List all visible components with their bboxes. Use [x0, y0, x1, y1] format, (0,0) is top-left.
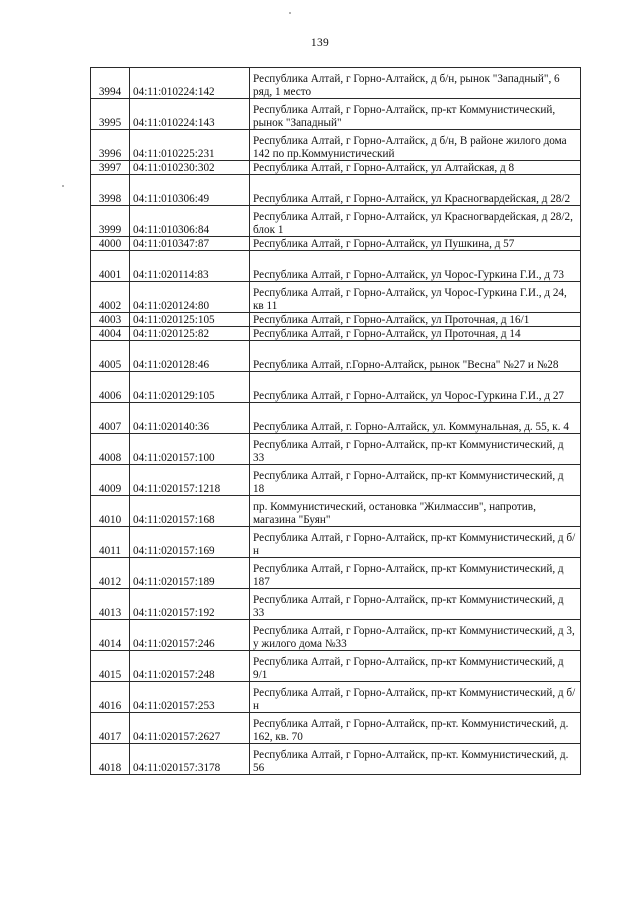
row-number: 3997 [91, 161, 130, 175]
address: Республика Алтай, г Горно-Алтайск, пр-кт Коммунистический, д б/н [250, 682, 581, 713]
table-row [91, 68, 581, 99]
table-row [91, 465, 581, 496]
address: Республика Алтай, г Горно-Алтайск, ул Красногвардейская, д 28/2 [250, 175, 581, 206]
table-row [91, 434, 581, 465]
row-number: 3998 [91, 175, 130, 206]
cadastral-number: 04:11:010347:87 [130, 237, 250, 251]
table-row [91, 161, 581, 175]
row-number: 4000 [91, 237, 130, 251]
address: Республика Алтай, г Горно-Алтайск, пр-кт. Коммунистический, д. 162, кв. 70 [250, 713, 581, 744]
address: Республика Алтай, г Горно-Алтайск, д б/н, рынок "Западный", 6 ряд, 1 место [250, 68, 581, 99]
row-number: 4011 [91, 527, 130, 558]
cadastral-number: 04:11:020157:248 [130, 651, 250, 682]
row-number: 4004 [91, 327, 130, 341]
cadastral-number: 04:11:010230:302 [130, 161, 250, 175]
cadastral-number: 04:11:020157:100 [130, 434, 250, 465]
row-number: 4016 [91, 682, 130, 713]
table-row [91, 206, 581, 237]
cadastral-number: 04:11:020125:105 [130, 313, 250, 327]
row-number: 4005 [91, 341, 130, 372]
cadastral-number: 04:11:020157:246 [130, 620, 250, 651]
cadastral-number: 04:11:020157:3178 [130, 744, 250, 775]
address: Республика Алтай, г Горно-Алтайск, пр-кт Коммунистический, д 18 [250, 465, 581, 496]
cadastral-number: 04:11:020128:46 [130, 341, 250, 372]
table-row [91, 313, 581, 327]
table-row [91, 327, 581, 341]
address: Республика Алтай, г Горно-Алтайск, ул Пушкина, д 57 [250, 237, 581, 251]
table-row [91, 744, 581, 775]
table-row [91, 558, 581, 589]
address: Республика Алтай, г Горно-Алтайск, пр-кт. Коммунистический, д. 56 [250, 744, 581, 775]
cadastral-number: 04:11:010225:231 [130, 130, 250, 161]
cadastral-number: 04:11:020125:82 [130, 327, 250, 341]
row-number: 4003 [91, 313, 130, 327]
table-row [91, 341, 581, 372]
address: Республика Алтай, г Горно-Алтайск, ул Проточная, д 16/1 [250, 313, 581, 327]
cadastral-number: 04:11:020124:80 [130, 282, 250, 313]
scan-speck [62, 185, 64, 187]
cadastral-number: 04:11:020157:169 [130, 527, 250, 558]
table-row [91, 651, 581, 682]
table-row [91, 620, 581, 651]
cadastral-number: 04:11:020140:36 [130, 403, 250, 434]
cadastral-number: 04:11:010306:84 [130, 206, 250, 237]
row-number: 4009 [91, 465, 130, 496]
table-row [91, 99, 581, 130]
row-number: 4006 [91, 372, 130, 403]
table-row [91, 237, 581, 251]
cadastral-number: 04:11:010306:49 [130, 175, 250, 206]
address: Республика Алтай, г Горно-Алтайск, пр-кт Коммунистический, д 187 [250, 558, 581, 589]
row-number: 4013 [91, 589, 130, 620]
table-row [91, 372, 581, 403]
address: Республика Алтай, г Горно-Алтайск, пр-кт Коммунистический, д 9/1 [250, 651, 581, 682]
address: Республика Алтай, г Горно-Алтайск, пр-кт Коммунистический, рынок "Западный" [250, 99, 581, 130]
address: Республика Алтай, г. Горно-Алтайск, ул. Коммунальная, д. 55, к. 4 [250, 403, 581, 434]
address: Республика Алтай, г Горно-Алтайск, ул Проточная, д 14 [250, 327, 581, 341]
cadastral-number: 04:11:020157:168 [130, 496, 250, 527]
table-row [91, 527, 581, 558]
row-number: 4012 [91, 558, 130, 589]
table-row [91, 130, 581, 161]
row-number: 4007 [91, 403, 130, 434]
cadastral-number: 04:11:020157:1218 [130, 465, 250, 496]
address: Республика Алтай, г Горно-Алтайск, пр-кт Коммунистический, д 33 [250, 434, 581, 465]
address: Республика Алтай, г Горно-Алтайск, пр-кт Коммунистический, д 3, у жилого дома №33 [250, 620, 581, 651]
address: Республика Алтай, г Горно-Алтайск, пр-кт Коммунистический, д 33 [250, 589, 581, 620]
row-number: 4008 [91, 434, 130, 465]
page-number: 139 [310, 37, 330, 49]
table-row [91, 175, 581, 206]
cadastral-number: 04:11:020157:189 [130, 558, 250, 589]
address: пр. Коммунистический, остановка "Жилмассив", напротив, магазина "Буян" [250, 496, 581, 527]
address: Республика Алтай, г Горно-Алтайск, пр-кт Коммунистический, д б/н [250, 527, 581, 558]
scan-speck [289, 12, 291, 14]
cadastral-number: 04:11:010224:142 [130, 68, 250, 99]
address: Республика Алтай, г Горно-Алтайск, ул Алтайская, д 8 [250, 161, 581, 175]
row-number: 3994 [91, 68, 130, 99]
table-row [91, 713, 581, 744]
table-row [91, 403, 581, 434]
row-number: 4018 [91, 744, 130, 775]
cadastral-number: 04:11:020157:192 [130, 589, 250, 620]
address: Республика Алтай, г Горно-Алтайск, д б/н, В районе жилого дома 142 по пр.Коммунистический [250, 130, 581, 161]
address: Республика Алтай, г Горно-Алтайск, ул Чорос-Гуркина Г.И., д 24, кв 11 [250, 282, 581, 313]
address: Республика Алтай, г Горно-Алтайск, ул Чорос-Гуркина Г.И., д 27 [250, 372, 581, 403]
row-number: 4017 [91, 713, 130, 744]
table-row [91, 251, 581, 282]
row-number: 3996 [91, 130, 130, 161]
row-number: 4010 [91, 496, 130, 527]
row-number: 4002 [91, 282, 130, 313]
cadastral-number: 04:11:020114:83 [130, 251, 250, 282]
table-body [91, 68, 581, 775]
cadastral-number: 04:11:020129:105 [130, 372, 250, 403]
table-row [91, 496, 581, 527]
cadastral-number: 04:11:010224:143 [130, 99, 250, 130]
address: Республика Алтай, г Горно-Алтайск, ул Чорос-Гуркина Г.И., д 73 [250, 251, 581, 282]
row-number: 4014 [91, 620, 130, 651]
cadastral-number: 04:11:020157:2627 [130, 713, 250, 744]
address: Республика Алтай, г.Горно-Алтайск, рынок "Весна" №27 и №28 [250, 341, 581, 372]
row-number: 4015 [91, 651, 130, 682]
row-number: 3995 [91, 99, 130, 130]
row-number: 3999 [91, 206, 130, 237]
table-row [91, 589, 581, 620]
cadastral-number: 04:11:020157:253 [130, 682, 250, 713]
table-row [91, 682, 581, 713]
address: Республика Алтай, г Горно-Алтайск, ул Красногвардейская, д 28/2, блок 1 [250, 206, 581, 237]
row-number: 4001 [91, 251, 130, 282]
table-row [91, 282, 581, 313]
property-registry-table [90, 67, 581, 775]
